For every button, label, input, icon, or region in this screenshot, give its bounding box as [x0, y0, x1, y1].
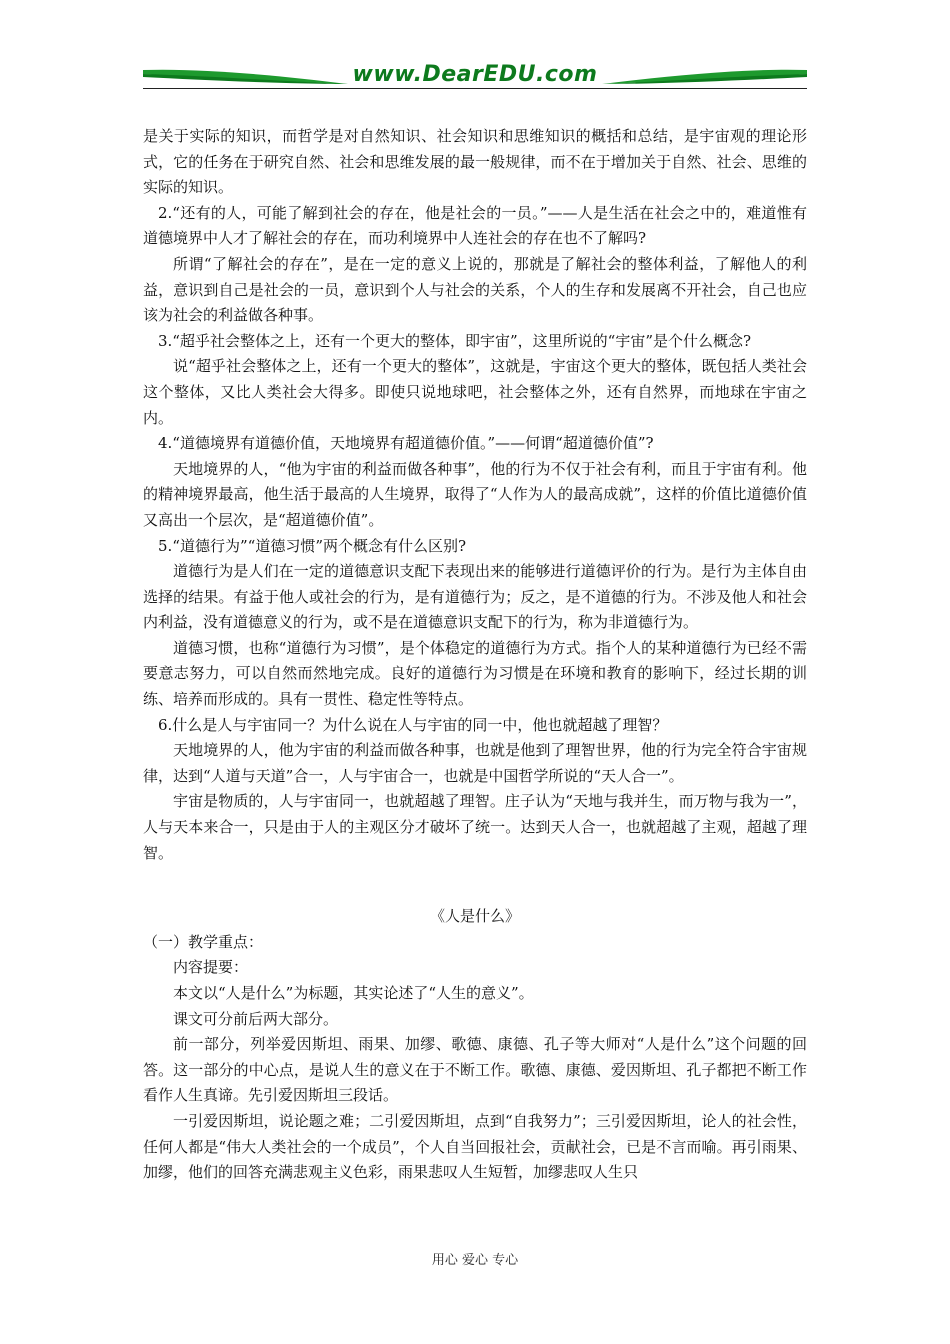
question-6: 6.什么是人与宇宙同一？为什么说在人与宇宙的同一中，他也就超越了理智？: [158, 715, 668, 734]
section-paragraph: 课文可分前后两大部分。: [173, 1009, 339, 1028]
section-paragraph: 一引爱因斯坦，说论题之难；二引爱因斯坦，点到“自我努力”；三引爱因斯坦，论人的社会性，任何人都是“伟大人类社会的一个成员”，个人自当回报社会，贡献社会，已是不言而喻。再引雨果、加缪，他们的回答充满悲观主义色彩，雨果悲叹人生短暂，加缪悲叹人生只: [143, 1111, 807, 1182]
question-2: 2.“还有的人，可能了解到社会的存在，他是社会的一员。”——人是生活在社会之中的，难道惟有道德境界中人才了解社会的存在，而功利境界中人连社会的存在也不了解吗?: [143, 203, 807, 248]
answer-5a: 道德行为是人们在一定的道德意识支配下表现出来的能够进行道德评价的行为。是行为主体自由选择的结果。有益于他人或社会的行为，是有道德行为；反之，是不道德的行为。不涉及他人和社会内利益，没有道德意义的行为，或不是在道德意识支配下的行为，称为非道德行为。: [143, 562, 807, 632]
section-paragraph: 前一部分，列举爱因斯坦、雨果、加缪、歌德、康德、孔子等大师对“人是什么”这个问题的回答。这一部分的中心点，是说人生的意义在于不断工作。歌德、康德、爱因斯坦、孔子都把不断工作看作人生真谛。先引爱因斯坦三段话。: [143, 1035, 807, 1105]
answer-3: 说“超乎社会整体之上，还有一个更大的整体”，这就是，宇宙这个更大的整体，既包括人类社会这个整体，又比人类社会大得多。即使只说地球吧，社会整体之外，还有自然界，而地球在宇宙之内。: [143, 357, 807, 427]
site-logo: www.DearEDU.com: [352, 62, 598, 87]
answer-6a: 天地境界的人，他为宇宙的利益而做各种事，也就是他到了理智世界，他的行为完全符合宇宙规律，达到“人道与天道”合一，人与宇宙合一，也就是中国哲学所说的“天人合一”。: [143, 741, 807, 785]
document-body: [143, 124, 807, 1186]
section-paragraph: 内容提要：: [173, 958, 249, 977]
header-rule: [143, 88, 807, 89]
page-footer: 用心 爱心 专心: [431, 1253, 519, 1268]
question-4: 4.“道德境界有道德价值，天地境界有超道德价值。”——何谓“超道德价值”?: [158, 434, 654, 453]
question-3: 3.“超乎社会整体之上，还有一个更大的整体，即宇宙”，这里所说的“宇宙”是个什么概念?: [158, 331, 752, 350]
section-title: 《人是什么》: [429, 907, 520, 926]
paragraph: 是关于实际的知识，而哲学是对自然知识、社会知识和思维知识的概括和总结，是宇宙观的理论形式，它的任务在于研究自然、社会和思维发展的最一般规律，而不在于增加关于自然、社会、思维的实际的知识。: [143, 127, 807, 197]
answer-6b: 宇宙是物质的，人与宇宙同一，也就超越了理智。庄子认为“天地与我并生，而万物与我为一”，人与天本来合一，只是由于人的主观区分才破坏了统一。达到天人合一，也就超越了主观，超越了理智。: [143, 792, 807, 862]
section-spacer: [143, 866, 807, 904]
section-heading: （一）教学重点：: [143, 932, 264, 951]
answer-5b: 道德习惯，也称“道德行为习惯”，是个体稳定的道德行为方式。指个人的某种道德行为已经不需要意志努力，可以自然而然地完成。良好的道德行为习惯是在环境和教育的影响下，经过长期的训练、培养而形成的。具有一贯性、稳定性等特点。: [143, 638, 807, 709]
section-paragraph: 本文以“人是什么”为标题，其实论述了“人生的意义”。: [173, 984, 534, 1002]
answer-2: 所谓“了解社会的存在”，是在一定的意义上说的，那就是了解社会的整体利益，了解他人的利益，意识到自己是社会的一员，意识到个人与社会的关系，个人的生存和发展离不开社会，自己也应该为社会的利益做各种事。: [143, 254, 807, 325]
question-5: 5.“道德行为”“道德习惯”两个概念有什么区别?: [158, 536, 467, 555]
answer-4: 天地境界的人，“他为宇宙的利益而做各种事”，他的行为不仅于社会有利，而且于宇宙有利。他的精神境界最高，他生活于最高的人生境界，取得了“人作为人的最高成就”，这样的价值比道德价值又高出一个层次，是“超道德价值”。: [143, 459, 807, 529]
